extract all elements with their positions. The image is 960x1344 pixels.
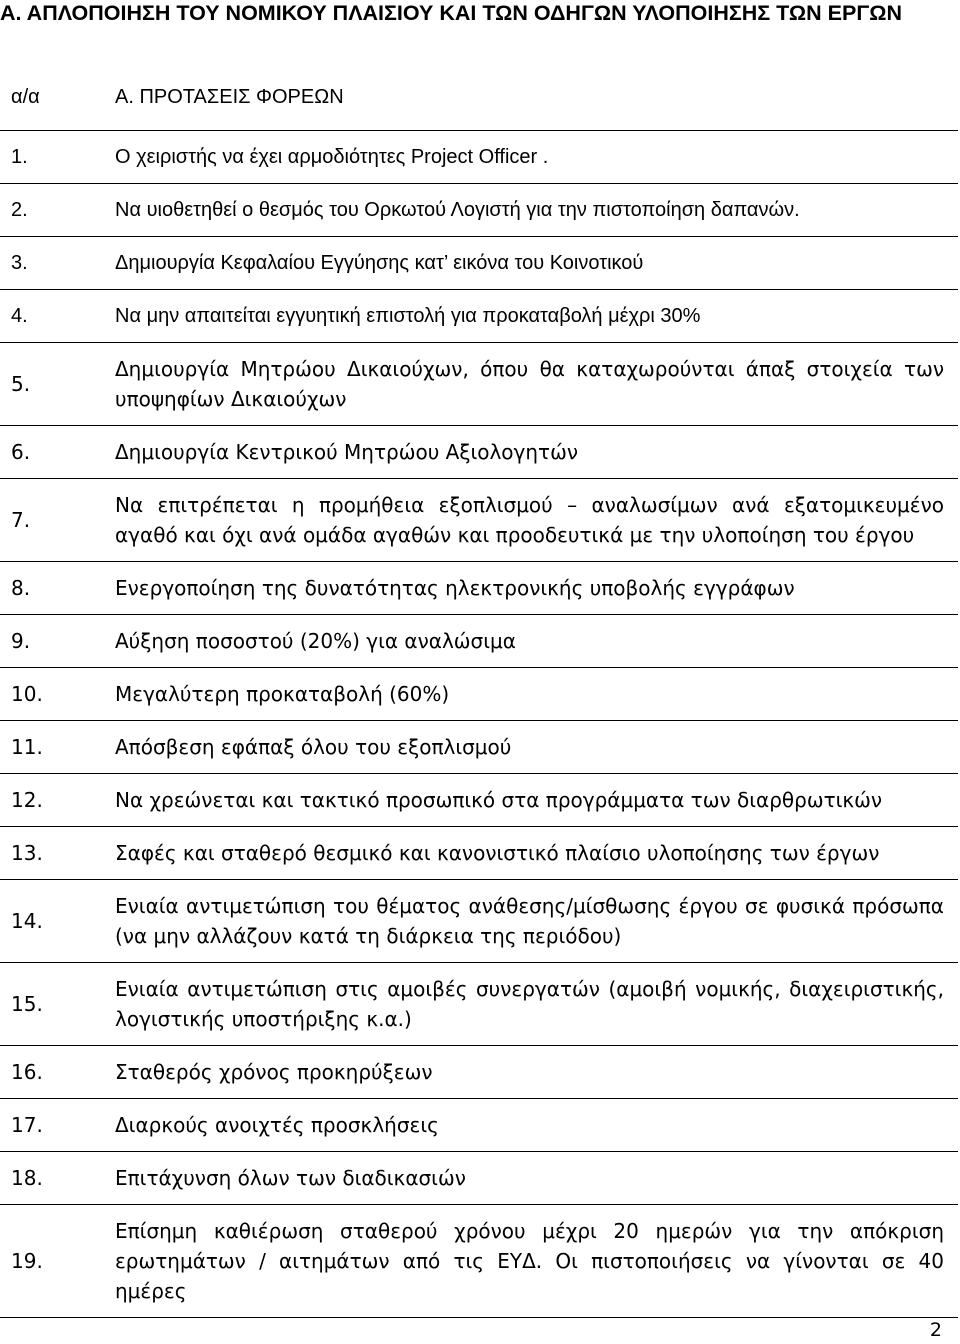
row-text: Ενιαία αντιμετώπιση του θέματος ανάθεσης/μίσθωσης έργου σε φυσικά πρόσωπα (να μην αλλάζουν κατά τη διάρκεια της περιόδου) xyxy=(102,879,958,962)
table-row xyxy=(0,183,958,236)
row-text: Ο χειριστής να έχει αρμοδιότητες Project Officer . xyxy=(102,130,958,183)
row-number: 1. xyxy=(0,130,102,183)
row-number: 14. xyxy=(0,879,102,962)
table-row xyxy=(0,236,958,289)
table-row xyxy=(0,561,958,614)
row-number: 17. xyxy=(0,1098,102,1151)
row-text: Να υιοθετηθεί ο θεσμός του Ορκωτού Λογιστή για την πιστοποίηση δαπανών. xyxy=(102,183,958,236)
table-row xyxy=(0,1098,958,1151)
table-row xyxy=(0,826,958,879)
table-row xyxy=(0,1045,958,1098)
row-number: 10. xyxy=(0,667,102,720)
row-number: 18. xyxy=(0,1151,102,1204)
row-number: 5. xyxy=(0,342,102,425)
row-number: 13. xyxy=(0,826,102,879)
row-text: Απόσβεση εφάπαξ όλου του εξοπλισμού xyxy=(102,720,958,773)
table-row xyxy=(0,425,958,478)
serial-number-header: α/α xyxy=(0,64,102,130)
row-text: Μεγαλύτερη προκαταβολή (60%) xyxy=(102,667,958,720)
table-row xyxy=(0,720,958,773)
table-row xyxy=(0,962,958,1045)
row-number: 2. xyxy=(0,183,102,236)
row-text: Δημιουργία Μητρώου Δικαιούχων, όπου θα καταχωρούνται άπαξ στοιχεία των υποψηφίων Δικαιούχων xyxy=(102,342,958,425)
table-row xyxy=(0,130,958,183)
table-row xyxy=(0,773,958,826)
table-row xyxy=(0,342,958,425)
row-number: 19. xyxy=(0,1204,102,1317)
row-text: Ενιαία αντιμετώπιση στις αμοιβές συνεργατών (αμοιβή νομικής, διαχειριστικής, λογιστικής υποστήριξης κ.α.) xyxy=(102,962,958,1045)
row-text: Να επιτρέπεται η προμήθεια εξοπλισμού – αναλωσίμων ανά εξατομικευμένο αγαθό και όχι ανά ομάδα αγαθών και προοδευτικά με την υλοποίηση του έργου xyxy=(102,478,958,561)
row-text: Διαρκούς ανοιχτές προσκλήσεις xyxy=(102,1098,958,1151)
row-number: 16. xyxy=(0,1045,102,1098)
section-heading: Α. ΑΠΛΟΠΟΙΗΣΗ ΤΟΥ ΝΟΜΙΚΟΥ ΠΛΑΙΣΙΟΥ ΚΑΙ ΤΩΝ ΟΔΗΓΩΝ ΥΛΟΠΟΙΗΣΗΣ ΤΩΝ ΕΡΓΩΝ xyxy=(0,1,903,25)
row-number: 11. xyxy=(0,720,102,773)
row-text: Σαφές και σταθερό θεσμικό και κανονιστικό πλαίσιο υλοποίησης των έργων xyxy=(102,826,958,879)
table-row xyxy=(0,667,958,720)
proposals-table xyxy=(0,64,958,1318)
row-text: Δημιουργία Κεντρικού Μητρώου Αξιολογητών xyxy=(102,425,958,478)
row-number: 15. xyxy=(0,962,102,1045)
table-row xyxy=(0,1151,958,1204)
row-text: Αύξηση ποσοστού (20%) για αναλώσιμα xyxy=(102,614,958,667)
row-text: Να μην απαιτείται εγγυητική επιστολή για προκαταβολή μέχρι 30% xyxy=(102,289,958,342)
table-header-row xyxy=(0,64,958,130)
row-number: 6. xyxy=(0,425,102,478)
table-row xyxy=(0,879,958,962)
table-row xyxy=(0,289,958,342)
row-number: 4. xyxy=(0,289,102,342)
row-number: 12. xyxy=(0,773,102,826)
table-row xyxy=(0,1204,958,1317)
row-text: Σταθερός χρόνος προκηρύξεων xyxy=(102,1045,958,1098)
row-text: Να χρεώνεται και τακτικό προσωπικό στα προγράμματα των διαρθρωτικών xyxy=(102,773,958,826)
row-text: Επιτάχυνση όλων των διαδικασιών xyxy=(102,1151,958,1204)
proposals-header: Α. ΠΡΟΤΑΣΕΙΣ ΦΟΡΕΩΝ xyxy=(102,64,958,130)
page-number: 2 xyxy=(929,1319,942,1341)
row-number: 8. xyxy=(0,561,102,614)
table-row xyxy=(0,614,958,667)
row-number: 3. xyxy=(0,236,102,289)
row-number: 7. xyxy=(0,478,102,561)
table-row xyxy=(0,478,958,561)
row-number: 9. xyxy=(0,614,102,667)
row-text: Ενεργοποίηση της δυνατότητας ηλεκτρονικής υποβολής εγγράφων xyxy=(102,561,958,614)
row-text: Επίσημη καθιέρωση σταθερού χρόνου μέχρι 20 ημερών για την απόκριση ερωτημάτων / αιτημάτων από τις ΕΥΔ. Οι πιστοποιήσεις να γίνονται σε 40 ημέρες xyxy=(102,1204,958,1317)
row-text: Δημιουργία Κεφαλαίου Εγγύησης κατ’ εικόνα του Κοινοτικού xyxy=(102,236,958,289)
